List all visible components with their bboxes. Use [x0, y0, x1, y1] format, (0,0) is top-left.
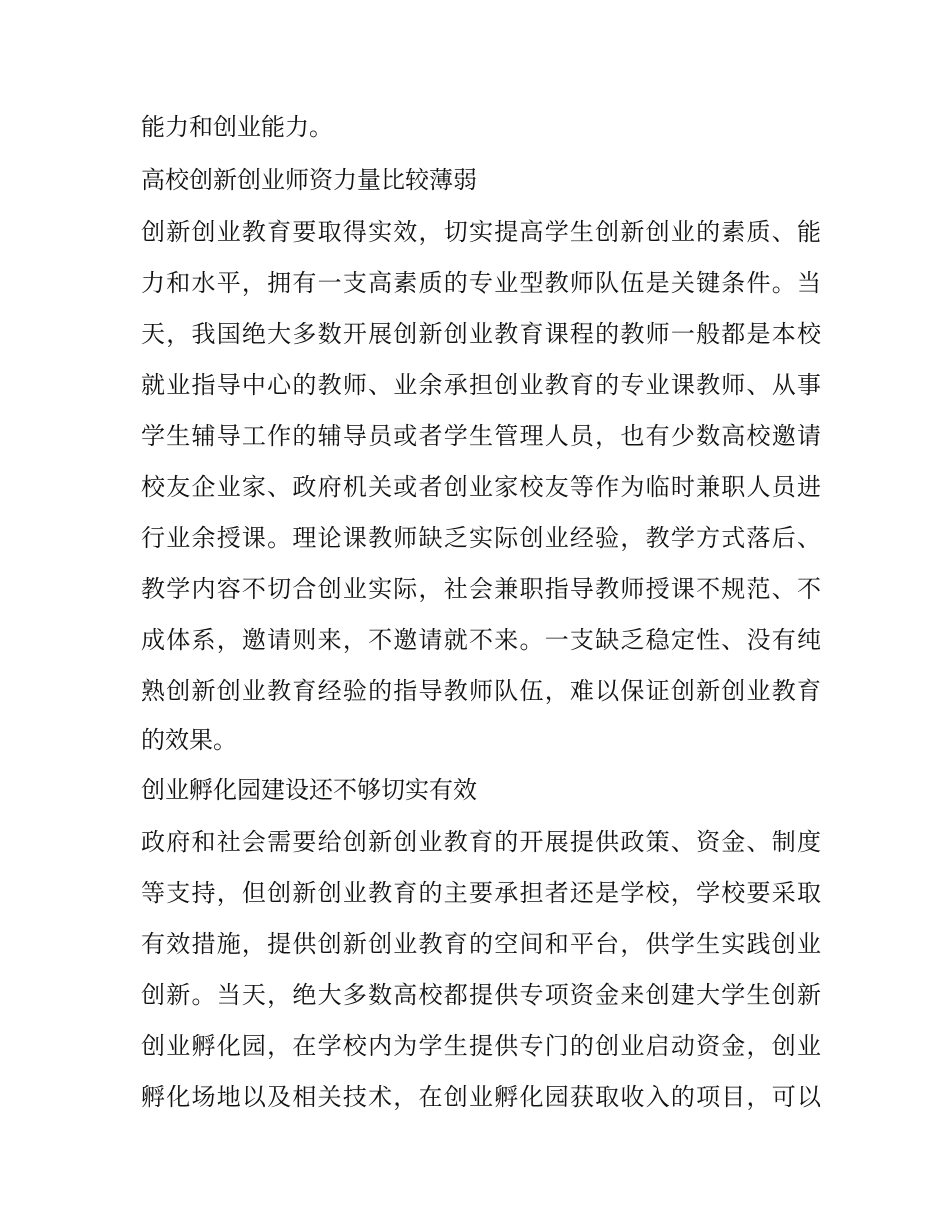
paragraph-line: 创新创业教育要取得实效，切实提高学生创新创业的素质、能 [141, 218, 821, 246]
paragraph-line: 行业余授课。理论课教师缺乏实际创业经验，教学方式落后、 [141, 524, 821, 552]
paragraph-line: 教学内容不切合创业实际，社会兼职指导教师授课不规范、不 [141, 575, 821, 603]
paragraph-line: 有效措施，提供创新创业教育的空间和平台，供学生实践创业 [141, 930, 821, 958]
paragraph-line: 成体系，邀请则来，不邀请就不来。一支缺乏稳定性、没有纯 [141, 626, 821, 654]
paragraph-line: 校友企业家、政府机关或者创业家校友等作为临时兼职人员进 [141, 473, 821, 501]
paragraph-line: 能力和创业能力。 [141, 113, 333, 141]
paragraph-line: 创新。当天，绝大多数高校都提供专项资金来创建大学生创新 [141, 981, 821, 1009]
paragraph-line: 政府和社会需要给创新创业教育的开展提供政策、资金、制度 [141, 828, 821, 856]
paragraph-line: 熟创新创业教育经验的指导教师队伍，难以保证创新创业教育 [141, 677, 821, 705]
paragraph-line: 创业孵化园，在学校内为学生提供专门的创业启动资金，创业 [141, 1032, 821, 1060]
paragraph-line: 力和水平，拥有一支高素质的专业型教师队伍是关键条件。当 [141, 269, 821, 297]
paragraph-line: 学生辅导工作的辅导员或者学生管理人员，也有少数高校邀请 [141, 422, 821, 450]
section-heading: 高校创新创业师资力量比较薄弱 [141, 166, 477, 194]
section-heading: 创业孵化园建设还不够切实有效 [141, 776, 477, 804]
paragraph-line: 孵化场地以及相关技术，在创业孵化园获取收入的项目，可以 [141, 1083, 821, 1111]
paragraph-line: 天，我国绝大多数开展创新创业教育课程的教师一般都是本校 [141, 320, 821, 348]
paragraph-line: 就业指导中心的教师、业余承担创业教育的专业课教师、从事 [141, 371, 821, 399]
paragraph-line: 的效果。 [141, 726, 237, 754]
paragraph-line: 等支持，但创新创业教育的主要承担者还是学校，学校要采取 [141, 879, 821, 907]
